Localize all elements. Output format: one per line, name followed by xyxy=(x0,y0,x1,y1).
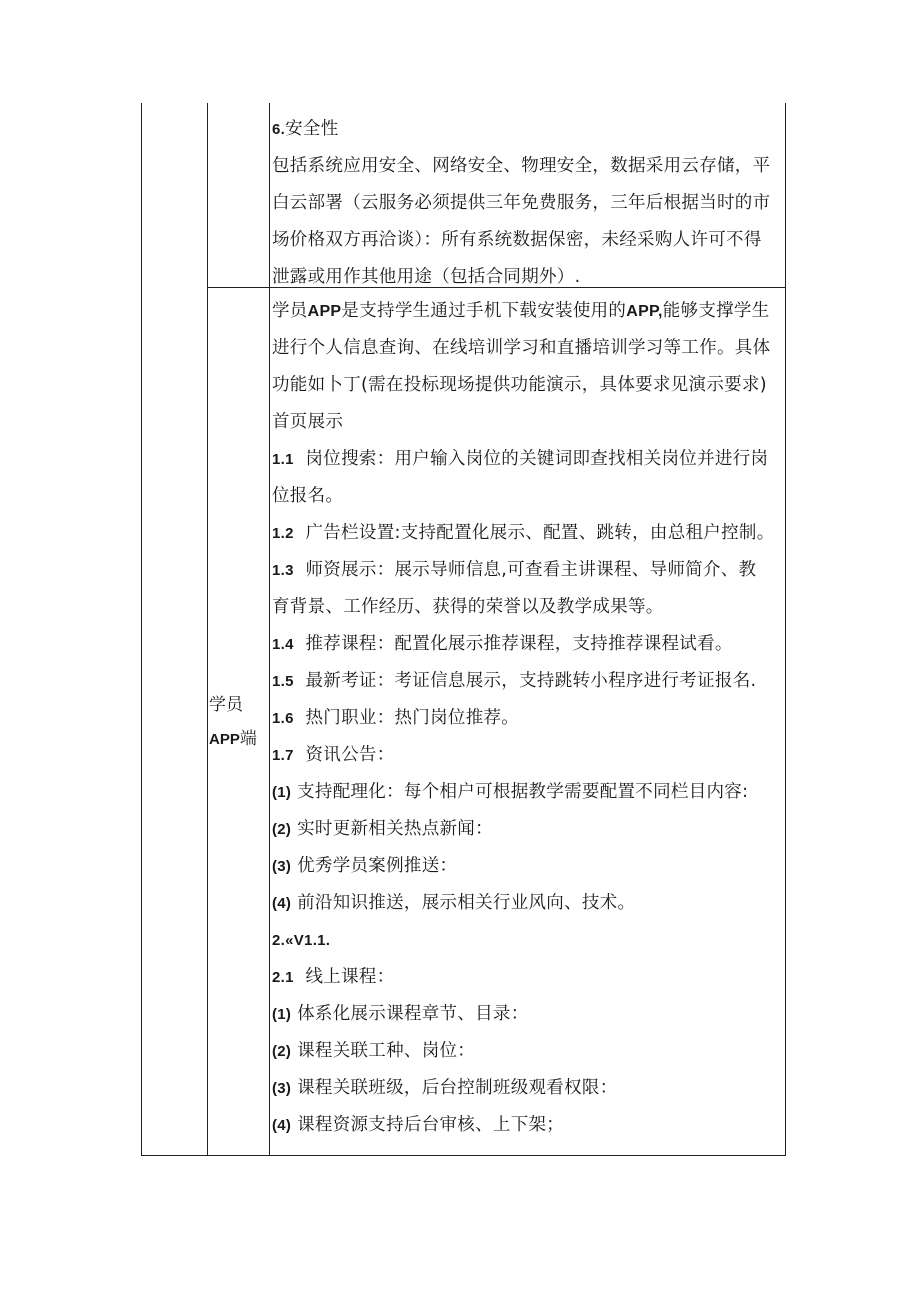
course-item-2: (2) 课程关联工种、岗位： xyxy=(272,1041,476,1061)
item-1-6: 1.6 热门职业：热门岗位推荐。 xyxy=(272,708,520,728)
app-intro-line-2: 进行个人信息查询、在线培训学习和直播培训学习等工作。具体 xyxy=(272,338,771,358)
news-item-2: (2) 实时更新相关热点新闻： xyxy=(272,819,493,839)
row-label-student-app xyxy=(209,688,269,757)
app-intro-line-1: 学员APP是支持学生通过手机下载安装使用的APP,能够支撑学生 xyxy=(272,301,770,321)
security-heading: 6.安全性 xyxy=(272,119,339,139)
item-1-5: 1.5 最新考证：考证信息展示，支持跳转小程序进行考证报名. xyxy=(272,671,757,691)
row-label-line-2: APP端 xyxy=(209,729,257,749)
news-item-1: (1) 支持配理化：每个相户可根据教学需要配置不同栏目内容: xyxy=(272,782,749,802)
news-item-4: (4) 前沿知识推送，展示相关行业风向、技术。 xyxy=(272,893,636,913)
security-line-1: 包括系统应用安全、网络安全、物理安全，数据采用云存储，平 xyxy=(272,156,771,176)
table-right-border xyxy=(785,103,786,1156)
item-2-1: 2.1 线上课程： xyxy=(272,967,395,987)
table-col-divider-1 xyxy=(207,103,208,1156)
item-1-2: 1.2 广告栏设置:支持配置化展示、配置、跳转，由总租户控制。 xyxy=(272,523,775,543)
item-1-1-cont: 位报名。 xyxy=(272,486,344,506)
security-section xyxy=(272,111,782,296)
item-1-3-cont: 育背景、工作经历、获得的荣誉以及教学成果等。 xyxy=(272,597,664,617)
table-bottom-border xyxy=(141,1155,786,1156)
item-1-4: 1.4 推荐课程：配置化展示推荐课程，支持推荐课程试看。 xyxy=(272,634,733,654)
item-1-3: 1.3 师资展示：展示导师信息,可查看主讲课程、导师简介、教 xyxy=(272,560,757,580)
item-1-7: 1.7 资讯公告： xyxy=(272,745,395,765)
row-label-line-1: 学员 xyxy=(209,695,243,715)
app-intro-line-4: 首页展示 xyxy=(272,412,344,432)
app-intro-line-3: 功能如卜丁(需在投标现场提供功能演示，具体要求见演示要求) xyxy=(272,375,767,395)
course-item-3: (3) 课程关联班级，后台控制班级观看权限： xyxy=(272,1078,618,1098)
security-line-3: 场价格双方再洽谈）：所有系统数据保密，未经采购人许可不得 xyxy=(272,230,762,250)
news-item-3: (3) 优秀学员案例推送： xyxy=(272,856,458,876)
item-1-1: 1.1 岗位搜索：用户输入岗位的关键词即查找相关岗位并进行岗 xyxy=(272,449,769,469)
table-left-border xyxy=(141,103,142,1156)
course-item-1: (1) 体系化展示课程章节、目录： xyxy=(272,1004,529,1024)
section-2-heading: 2.«V1.1. xyxy=(272,932,331,949)
table-col-divider-2 xyxy=(269,103,270,1156)
security-line-4: 泄露或用作其他用途（包括合同期外）. xyxy=(272,267,581,287)
student-app-section xyxy=(272,293,782,1144)
course-item-4: (4) 课程资源支持后台审核、上下架； xyxy=(272,1115,565,1135)
security-line-2: 白云部署（云服务必须提供三年免费服务，三年后根据当时的市 xyxy=(272,193,771,213)
